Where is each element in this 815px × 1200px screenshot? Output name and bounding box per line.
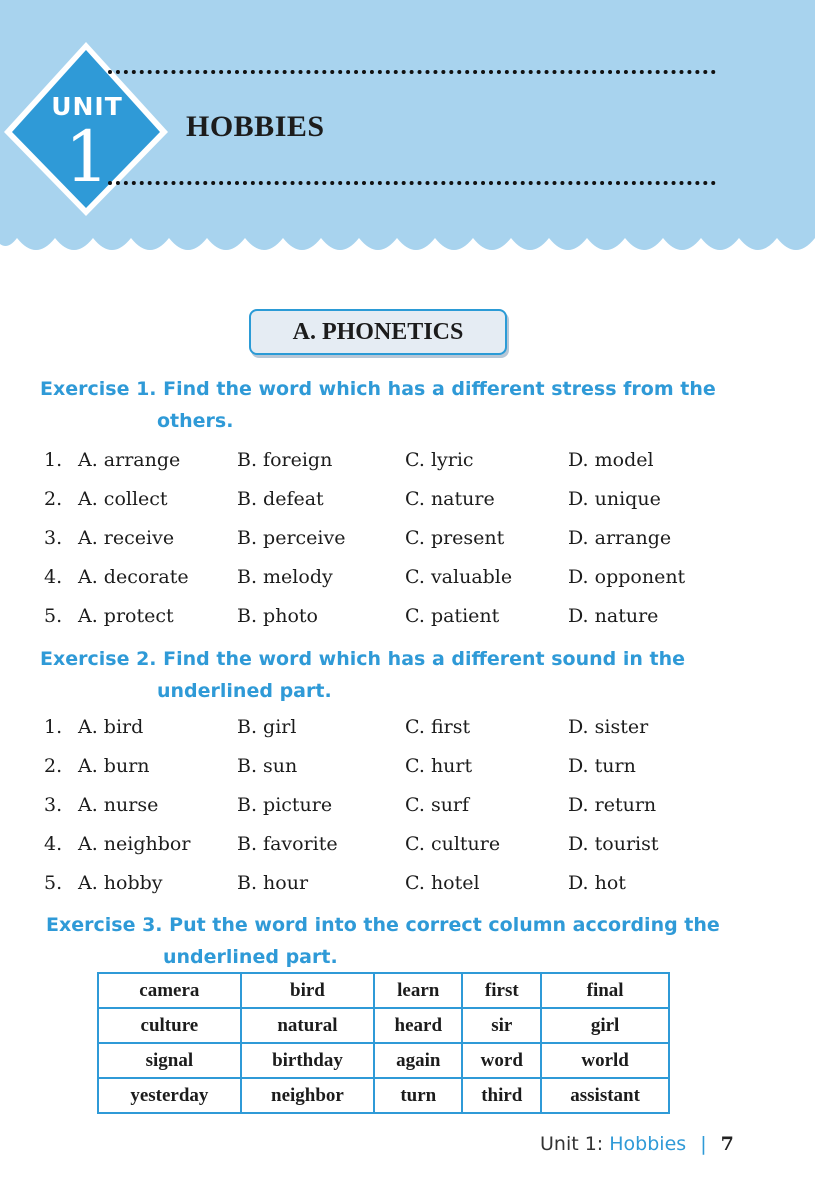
option-c: C. first bbox=[405, 716, 471, 738]
table-cell: third bbox=[462, 1078, 541, 1113]
question-number: 5. bbox=[44, 605, 63, 627]
word-table bbox=[97, 972, 670, 1114]
unit-label: UNIT bbox=[51, 92, 123, 121]
table-row bbox=[98, 1078, 669, 1113]
exercise-2-question bbox=[44, 794, 764, 828]
table-cell: again bbox=[374, 1043, 462, 1078]
table-cell: yesterday bbox=[98, 1078, 241, 1113]
table-cell: word bbox=[462, 1043, 541, 1078]
footer-divider: | bbox=[700, 1133, 707, 1155]
option-a: A. decorate bbox=[78, 566, 189, 588]
table-cell: neighbor bbox=[241, 1078, 374, 1113]
question-number: 3. bbox=[44, 527, 63, 549]
question-number: 4. bbox=[44, 833, 63, 855]
option-a: A. hobby bbox=[78, 872, 163, 894]
option-b: B. hour bbox=[237, 872, 309, 894]
exercise-2-instruction-cont: underlined part. bbox=[157, 680, 332, 702]
option-c: C. surf bbox=[405, 794, 470, 816]
option-c: C. patient bbox=[405, 605, 500, 627]
question-number: 1. bbox=[44, 449, 63, 471]
option-b: B. defeat bbox=[237, 488, 324, 510]
table-row bbox=[98, 1008, 669, 1043]
question-number: 3. bbox=[44, 794, 63, 816]
table-cell: culture bbox=[98, 1008, 241, 1043]
option-a: A. collect bbox=[78, 488, 168, 510]
option-b: B. melody bbox=[237, 566, 333, 588]
option-d: D. sister bbox=[568, 716, 649, 738]
table-cell: final bbox=[541, 973, 669, 1008]
table-cell: camera bbox=[98, 973, 241, 1008]
option-d: D. turn bbox=[568, 755, 636, 777]
question-number: 1. bbox=[44, 716, 63, 738]
option-c: C. valuable bbox=[405, 566, 513, 588]
exercise-1-question bbox=[44, 488, 764, 522]
table-cell: world bbox=[541, 1043, 669, 1078]
unit-number: 1 bbox=[64, 116, 110, 198]
exercise-1-question bbox=[44, 449, 764, 483]
table-row bbox=[98, 973, 669, 1008]
option-a: A. protect bbox=[78, 605, 174, 627]
dotted-rule-bottom bbox=[108, 181, 716, 185]
option-b: B. favorite bbox=[237, 833, 338, 855]
option-c: C. present bbox=[405, 527, 505, 549]
option-d: D. unique bbox=[568, 488, 661, 510]
section-title: A. PHONETICS bbox=[249, 309, 507, 355]
dotted-rule-top bbox=[108, 70, 716, 74]
option-a: A. neighbor bbox=[78, 833, 191, 855]
option-b: B. foreign bbox=[237, 449, 333, 471]
exercise-1-instruction-cont: others. bbox=[157, 410, 234, 432]
exercise-2-label: Exercise 2. bbox=[40, 648, 157, 670]
table-cell: natural bbox=[241, 1008, 374, 1043]
exercise-1-heading bbox=[40, 373, 716, 437]
exercise-2-heading bbox=[40, 643, 685, 707]
exercise-1-instruction: Find the word which has a different stress from the bbox=[163, 378, 716, 400]
option-b: B. photo bbox=[237, 605, 318, 627]
exercise-2-question bbox=[44, 833, 764, 867]
option-c: C. nature bbox=[405, 488, 495, 510]
table-cell: first bbox=[462, 973, 541, 1008]
exercise-2-question bbox=[44, 716, 764, 750]
table-cell: heard bbox=[374, 1008, 462, 1043]
table-cell: signal bbox=[98, 1043, 241, 1078]
option-d: D. return bbox=[568, 794, 657, 816]
table-row bbox=[98, 1043, 669, 1078]
exercise-3-label: Exercise 3. bbox=[46, 914, 163, 936]
option-d: D. opponent bbox=[568, 566, 686, 588]
question-number: 2. bbox=[44, 488, 63, 510]
option-c: C. culture bbox=[405, 833, 501, 855]
exercise-3-instruction-cont: underlined part. bbox=[163, 946, 338, 968]
table-cell: sir bbox=[462, 1008, 541, 1043]
exercise-1-question bbox=[44, 527, 764, 561]
option-a: A. receive bbox=[78, 527, 175, 549]
table-cell: learn bbox=[374, 973, 462, 1008]
option-a: A. bird bbox=[78, 716, 144, 738]
table-cell: girl bbox=[541, 1008, 669, 1043]
option-c: C. hotel bbox=[405, 872, 480, 894]
exercise-3-heading bbox=[46, 909, 720, 973]
option-d: D. tourist bbox=[568, 833, 659, 855]
option-a: A. nurse bbox=[78, 794, 159, 816]
exercise-3-instruction: Put the word into the correct column according the bbox=[169, 914, 720, 936]
table-cell: birthday bbox=[241, 1043, 374, 1078]
option-c: C. hurt bbox=[405, 755, 473, 777]
footer-title: Hobbies bbox=[609, 1133, 687, 1155]
exercise-1-question bbox=[44, 605, 764, 639]
option-b: B. sun bbox=[237, 755, 298, 777]
exercise-1-question bbox=[44, 566, 764, 600]
exercise-2-question bbox=[44, 872, 764, 906]
page-footer bbox=[540, 1133, 734, 1155]
exercise-1-label: Exercise 1. bbox=[40, 378, 157, 400]
exercise-2-question bbox=[44, 755, 764, 789]
option-d: D. hot bbox=[568, 872, 626, 894]
option-b: B. perceive bbox=[237, 527, 346, 549]
footer-unit: Unit 1: bbox=[540, 1133, 604, 1155]
option-b: B. girl bbox=[237, 716, 297, 738]
option-d: D. nature bbox=[568, 605, 659, 627]
option-a: A. burn bbox=[78, 755, 150, 777]
option-d: D. model bbox=[568, 449, 654, 471]
unit-title: HOBBIES bbox=[186, 110, 325, 143]
table-cell: bird bbox=[241, 973, 374, 1008]
table-cell: assistant bbox=[541, 1078, 669, 1113]
option-a: A. arrange bbox=[78, 449, 181, 471]
option-d: D. arrange bbox=[568, 527, 672, 549]
question-number: 4. bbox=[44, 566, 63, 588]
option-c: C. lyric bbox=[405, 449, 474, 471]
question-number: 2. bbox=[44, 755, 63, 777]
table-cell: turn bbox=[374, 1078, 462, 1113]
page-number: 7 bbox=[720, 1133, 734, 1155]
question-number: 5. bbox=[44, 872, 63, 894]
option-b: B. picture bbox=[237, 794, 333, 816]
exercise-2-instruction: Find the word which has a different sound in the bbox=[163, 648, 686, 670]
